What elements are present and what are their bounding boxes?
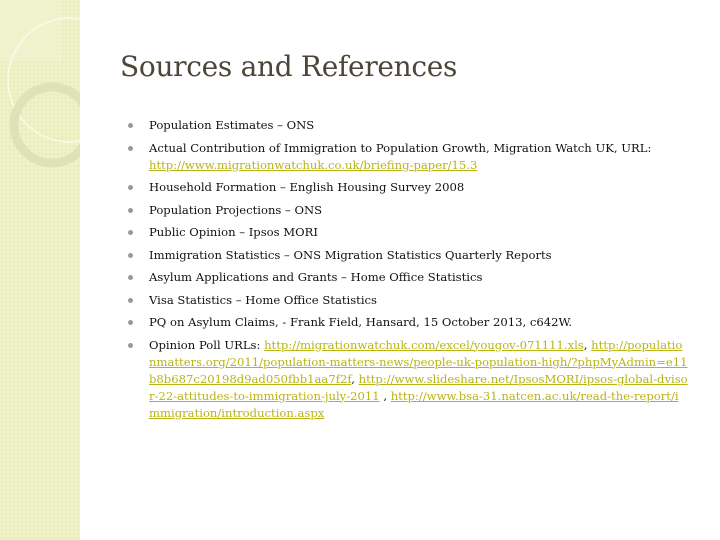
list-item: Opinion Poll URLs: http://migrationwatchuk.com/excel/yougov-071111.xls, http://populationmatters.org/2011/population-matters-news/people-uk-population-high/?phpMyAdmin=e11b8b687c20198d9ad050fbb1aa7f2f, http://www.slideshare.net/IpsosMORI/ipsos-global-dvisor-22-attitudes-to-immigration-july-2011 , http://www.bsa-31.natcen.ac.uk/read-the-report/immigration/introduction.aspx	[128, 337, 688, 422]
list-item: Visa Statistics – Home Office Statistics	[128, 292, 688, 309]
list-item: Actual Contribution of Immigration to Population Growth, Migration Watch UK, URL: http://www.migrationwatchuk.co.uk/briefing-paper/15.3	[128, 140, 688, 174]
yougov-link[interactable]: http://migrationwatchuk.com/excel/yougov-071111.xls	[264, 337, 584, 352]
list-item: Immigration Statistics – ONS Migration Statistics Quarterly Reports	[128, 247, 688, 264]
list-item: Population Estimates – ONS	[128, 117, 688, 134]
references-list	[128, 117, 688, 427]
slideshare-link[interactable]: http://www.slideshare.net/IpsosMORI/ipsos-global-dvisor-22-attitudes-to-immigration-july-2011	[149, 371, 688, 403]
page-title: Sources and References	[120, 50, 458, 83]
list-item: Public Opinion – Ipsos MORI	[128, 224, 688, 241]
list-item: Household Formation – English Housing Survey 2008	[128, 179, 688, 196]
bsa-link[interactable]: http://www.bsa-31.natcen.ac.uk/read-the-report/immigration/introduction.aspx	[149, 388, 679, 420]
list-item: Population Projections – ONS	[128, 202, 688, 219]
reference-link[interactable]: http://www.migrationwatchuk.co.uk/briefing-paper/15.3	[149, 157, 478, 172]
decorative-rings-icon	[0, 0, 80, 540]
populationmatters-link[interactable]: http://populationmatters.org/2011/population-matters-news/people-uk-population-high/?phpMyAdmin=e11b8b687c20198d9ad050fbb1aa7f2f	[149, 337, 688, 386]
list-item: Asylum Applications and Grants – Home Office Statistics	[128, 269, 688, 286]
list-item: PQ on Asylum Claims, - Frank Field, Hansard, 15 October 2013, c642W.	[128, 314, 688, 331]
decorative-side-panel	[0, 0, 80, 540]
